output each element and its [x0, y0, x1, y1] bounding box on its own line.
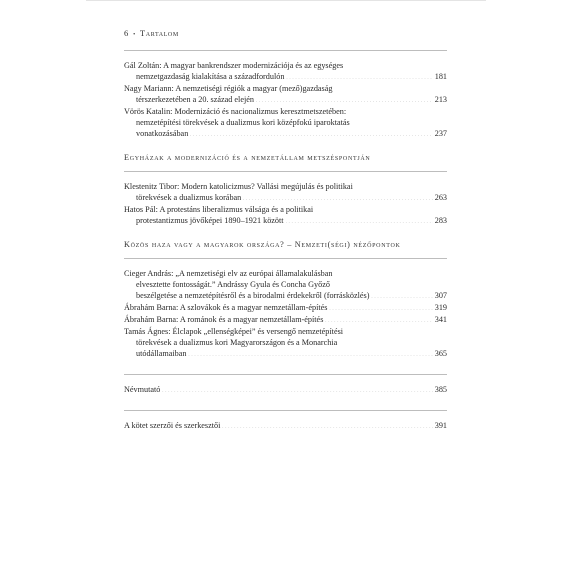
toc-page-number: 307 — [434, 291, 447, 300]
toc-entry-line: Gál Zoltán: A magyar bankrendszer modernizációja és az egységes — [124, 61, 344, 70]
toc-entry-text: protestantizmus jövőképei 1890–1921 között — [136, 216, 284, 225]
toc-entry-last-line — [124, 290, 447, 302]
toc-entry-last-line — [124, 384, 447, 396]
dot-leader — [329, 302, 432, 314]
toc-entry-last-line — [124, 314, 447, 326]
toc-entry-last-line — [124, 420, 447, 432]
toc-page — [124, 28, 447, 432]
toc-page-number: 385 — [434, 385, 447, 394]
toc-entry-last-line — [124, 94, 447, 106]
toc-entry-text: beszélgetése a nemzetépítésről és a birodalmi érdekekről (forrásközlés) — [136, 291, 370, 300]
toc-page-number: 213 — [434, 95, 447, 104]
toc-entry[interactable] — [124, 106, 447, 140]
toc-entry[interactable] — [124, 204, 447, 227]
spacer — [124, 140, 447, 153]
toc-page-number: 341 — [434, 315, 447, 324]
spacer — [124, 172, 447, 181]
toc-body — [124, 50, 447, 432]
toc-entry-text: törekvések a dualizmus korában — [136, 193, 242, 202]
toc-entry-line: törekvések a dualizmus kori Magyarországon és a Monarchia — [136, 338, 338, 347]
toc-entry-text: nemzetgazdaság kialakítása a századfordulón — [136, 72, 285, 81]
toc-entry-line: Nagy Mariann: A nemzetiségi régiók a magyar (mező)gazdaság — [124, 84, 333, 93]
spacer — [124, 375, 447, 384]
dot-leader — [325, 314, 432, 326]
dot-leader — [286, 215, 433, 227]
section-title: Közös haza vagy a magyarok országa? – Nemzeti(ségi) nézőpontok — [124, 240, 401, 249]
running-header — [124, 28, 447, 38]
spacer — [124, 396, 447, 410]
dot-leader — [162, 384, 432, 396]
toc-page-number: 263 — [434, 193, 447, 202]
toc-entry-last-line — [124, 192, 447, 204]
toc-entry-line: elvesztette fontosságát.” Andrássy Gyula és Concha Győző — [136, 280, 330, 289]
toc-entry-line: nemzetépítési törekvések a dualizmus kori középfokú iparoktatás — [136, 118, 350, 127]
toc-entry-last-line — [124, 348, 447, 360]
toc-entry-appendix[interactable] — [124, 420, 447, 432]
spacer — [124, 162, 447, 171]
toc-entry-line: Vörös Katalin: Modernizáció és nacionalizmus keresztmetszetében: — [124, 107, 347, 116]
spacer — [124, 51, 447, 60]
toc-entry-last-line — [124, 128, 447, 140]
toc-entry-line: Cieger András: „A nemzetiségi elv az európai államalakulásban — [124, 269, 333, 278]
toc-page-number: 365 — [434, 349, 447, 358]
top-edge-line — [86, 0, 486, 1]
toc-entry-text: Névmutató — [124, 385, 161, 394]
dot-leader — [188, 348, 432, 360]
toc-entry[interactable] — [124, 181, 447, 204]
toc-entry-text: A kötet szerzői és szerkesztői — [124, 421, 221, 430]
toc-entry-appendix[interactable] — [124, 384, 447, 396]
toc-entry[interactable] — [124, 83, 447, 106]
toc-entry-last-line — [124, 302, 447, 314]
toc-entry[interactable] — [124, 60, 447, 83]
dot-leader — [190, 128, 432, 140]
toc-entry-line: Hatos Pál: A protestáns liberalizmus válsága és a politikai — [124, 205, 314, 214]
toc-page-number: 181 — [434, 72, 447, 81]
toc-page-number: 391 — [434, 421, 447, 430]
toc-entry[interactable] — [124, 314, 447, 326]
spacer — [124, 249, 447, 258]
spacer — [124, 227, 447, 240]
dot-leader — [371, 290, 432, 302]
dot-leader — [222, 420, 432, 432]
spacer — [124, 259, 447, 268]
spacer — [124, 411, 447, 420]
spacer — [124, 360, 447, 374]
toc-entry-text: vonatkozásában — [136, 129, 189, 138]
toc-entry-line: Klestenitz Tibor: Modern katolicizmus? Vallási megújulás és politikai — [124, 182, 353, 191]
toc-entry-text: Ábrahám Barna: A románok és a magyar nemzetállam-építés — [124, 315, 324, 324]
toc-entry-text: utódállamaiban — [136, 349, 187, 358]
toc-entry-last-line — [124, 71, 447, 83]
toc-page-number: 319 — [434, 303, 447, 312]
page-number: 6 — [124, 28, 129, 38]
section-title: Egyházak a modernizáció és a nemzetállam metszéspontján — [124, 153, 371, 162]
toc-page-number: 237 — [434, 129, 447, 138]
toc-entry[interactable] — [124, 302, 447, 314]
dot-leader — [286, 71, 432, 83]
toc-entry[interactable] — [124, 268, 447, 302]
header-separator: • — [133, 32, 136, 38]
toc-entry-text: térszerkezetében a 20. század elején — [136, 95, 254, 104]
toc-entry[interactable] — [124, 326, 447, 360]
dot-leader — [256, 94, 433, 106]
header-title: Tartalom — [139, 28, 179, 38]
dot-leader — [243, 192, 432, 204]
toc-entry-last-line — [124, 215, 447, 227]
toc-page-number: 283 — [434, 216, 447, 225]
toc-entry-line: Tamás Ágnes: Élclapok „ellenségképei” és versengő nemzetépítési — [124, 327, 344, 336]
toc-entry-text: Ábrahám Barna: A szlovákok és a magyar nemzetállam-építés — [124, 303, 328, 312]
